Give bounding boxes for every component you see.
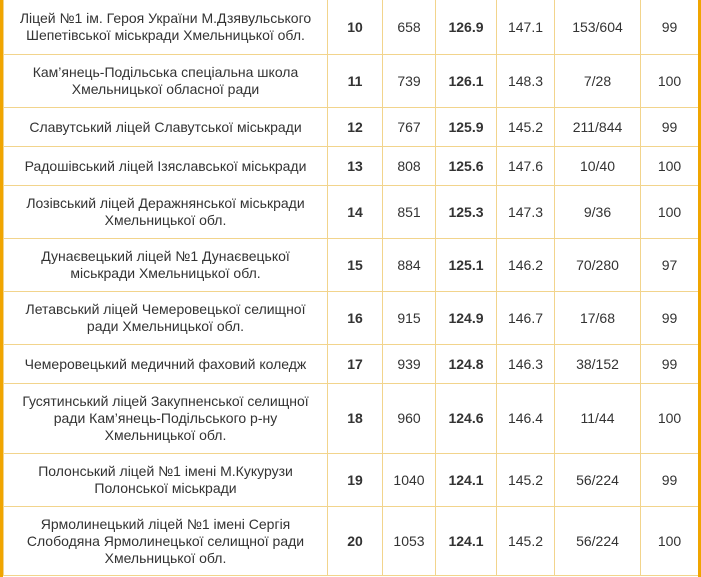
- score-cell: 125.1: [436, 239, 497, 292]
- rank-cell: 17: [328, 345, 383, 384]
- score-cell: 124.6: [436, 384, 497, 454]
- average-cell: 145.2: [497, 454, 555, 507]
- percent-cell: 100: [641, 384, 699, 454]
- school-name-cell: Славутський ліцей Славутської міськради: [4, 108, 328, 147]
- score-cell: 125.9: [436, 108, 497, 147]
- place-cell: 1040: [383, 454, 436, 507]
- average-cell: 146.2: [497, 239, 555, 292]
- place-cell: 851: [383, 186, 436, 239]
- place-cell: 939: [383, 345, 436, 384]
- place-cell: 960: [383, 384, 436, 454]
- ratio-cell: 17/68: [555, 292, 641, 345]
- table-row: [4, 55, 699, 108]
- score-cell: 126.1: [436, 55, 497, 108]
- place-cell: 915: [383, 292, 436, 345]
- percent-cell: 99: [641, 108, 699, 147]
- table-row: [4, 108, 699, 147]
- table-row: [4, 384, 699, 454]
- school-name-cell: Дунаєвецький ліцей №1 Дунаєвецької міськради Хмельницької обл.: [4, 239, 328, 292]
- rank-cell: 12: [328, 108, 383, 147]
- ratio-cell: 11/44: [555, 384, 641, 454]
- table-row: [4, 0, 699, 55]
- score-cell: 126.9: [436, 0, 497, 55]
- table-row: [4, 147, 699, 186]
- place-cell: 808: [383, 147, 436, 186]
- school-name-cell: Чемеровецький медичний фаховий коледж: [4, 345, 328, 384]
- average-cell: 146.4: [497, 384, 555, 454]
- rank-cell: 15: [328, 239, 383, 292]
- ratio-cell: 211/844: [555, 108, 641, 147]
- table-row: [4, 345, 699, 384]
- rank-cell: 18: [328, 384, 383, 454]
- percent-cell: 100: [641, 55, 699, 108]
- score-cell: 124.9: [436, 292, 497, 345]
- ratio-cell: 9/36: [555, 186, 641, 239]
- rank-cell: 14: [328, 186, 383, 239]
- ratio-cell: 153/604: [555, 0, 641, 55]
- rank-cell: 13: [328, 147, 383, 186]
- score-cell: 124.1: [436, 507, 497, 576]
- average-cell: 147.6: [497, 147, 555, 186]
- average-cell: 145.2: [497, 507, 555, 576]
- rank-cell: 10: [328, 0, 383, 55]
- rank-cell: 11: [328, 55, 383, 108]
- school-name-cell: Полонський ліцей №1 імені М.Кукурузи Полонської міськради: [4, 454, 328, 507]
- place-cell: 767: [383, 108, 436, 147]
- average-cell: 147.1: [497, 0, 555, 55]
- table-row: [4, 507, 699, 576]
- school-name-cell: Ярмолинецький ліцей №1 імені Сергія Слободяна Ярмолинецької селищної ради Хмельницької обл.: [4, 507, 328, 576]
- school-name-cell: Кам’янець-Подільська спеціальна школа Хмельницької обласної ради: [4, 55, 328, 108]
- score-cell: 124.1: [436, 454, 497, 507]
- table-row: [4, 239, 699, 292]
- average-cell: 148.3: [497, 55, 555, 108]
- percent-cell: 100: [641, 186, 699, 239]
- rank-cell: 19: [328, 454, 383, 507]
- percent-cell: 99: [641, 345, 699, 384]
- rank-cell: 20: [328, 507, 383, 576]
- average-cell: 146.3: [497, 345, 555, 384]
- percent-cell: 100: [641, 507, 699, 576]
- percent-cell: 99: [641, 0, 699, 55]
- school-name-cell: Летавський ліцей Чемеровецької селищної ради Хмельницької обл.: [4, 292, 328, 345]
- place-cell: 739: [383, 55, 436, 108]
- school-name-cell: Радошівський ліцей Ізяславської міськради: [4, 147, 328, 186]
- score-cell: 125.3: [436, 186, 497, 239]
- average-cell: 147.3: [497, 186, 555, 239]
- table-row: [4, 292, 699, 345]
- place-cell: 658: [383, 0, 436, 55]
- ratio-cell: 38/152: [555, 345, 641, 384]
- ratio-cell: 7/28: [555, 55, 641, 108]
- rank-cell: 16: [328, 292, 383, 345]
- school-rating-table: [3, 0, 699, 576]
- ratio-cell: 56/224: [555, 454, 641, 507]
- percent-cell: 99: [641, 292, 699, 345]
- ratio-cell: 10/40: [555, 147, 641, 186]
- average-cell: 145.2: [497, 108, 555, 147]
- table-row: [4, 186, 699, 239]
- score-cell: 125.6: [436, 147, 497, 186]
- place-cell: 1053: [383, 507, 436, 576]
- table-body: [4, 0, 699, 576]
- ratio-cell: 70/280: [555, 239, 641, 292]
- score-cell: 124.8: [436, 345, 497, 384]
- average-cell: 146.7: [497, 292, 555, 345]
- percent-cell: 100: [641, 147, 699, 186]
- percent-cell: 97: [641, 239, 699, 292]
- school-name-cell: Лозівський ліцей Деражнянської міськради Хмельницької обл.: [4, 186, 328, 239]
- place-cell: 884: [383, 239, 436, 292]
- table-row: [4, 454, 699, 507]
- ratio-cell: 56/224: [555, 507, 641, 576]
- school-name-cell: Ліцей №1 ім. Героя України М.Дзявульського Шепетівської міськради Хмельницької обл.: [4, 0, 328, 55]
- percent-cell: 99: [641, 454, 699, 507]
- school-name-cell: Гусятинський ліцей Закупненської селищної ради Кам’янець-Подільського р-ну Хмельницької обл.: [4, 384, 328, 454]
